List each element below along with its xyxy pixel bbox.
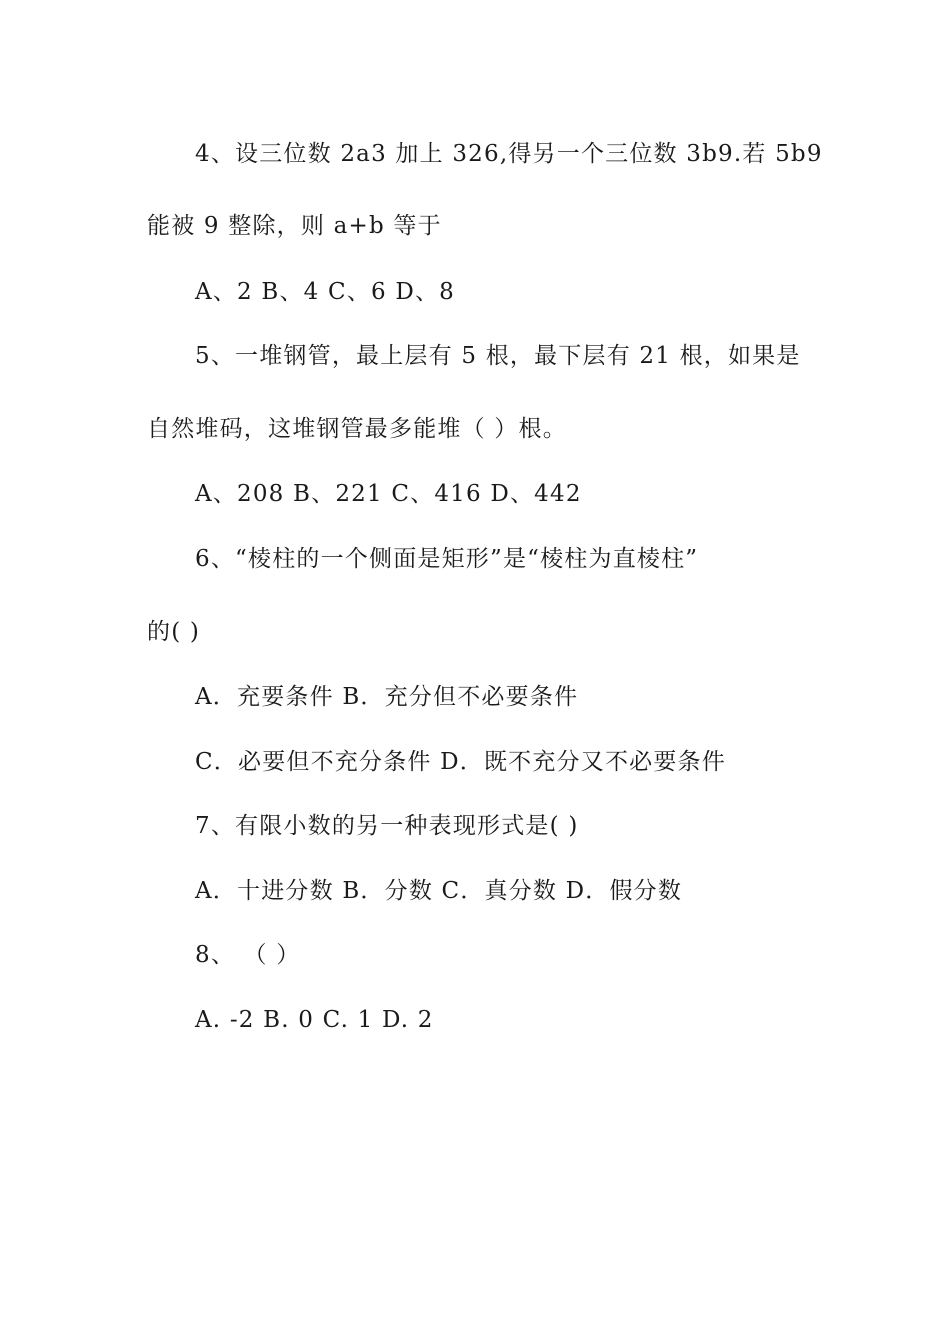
question-5-options: A、208 B、221 C、416 D、442 — [195, 481, 582, 507]
question-6-stem-continued: 的( ) — [147, 619, 201, 645]
question-8-stem: 8、 （ ） — [195, 942, 301, 968]
question-4-options: A、2 B、4 C、6 D、8 — [195, 279, 456, 305]
question-6-options-cd: C．必要但不充分条件 D．既不充分又不必要条件 — [195, 749, 726, 775]
question-4-stem: 4、设三位数 2a3 加上 326,得另一个三位数 3b9.若 5b9 — [195, 141, 823, 167]
question-6-options-ab: A．充要条件 B．充分但不必要条件 — [195, 684, 579, 710]
question-8-options: A. -2 B. 0 C. 1 D. 2 — [195, 1007, 434, 1033]
question-7-options: A．十进分数 B．分数 C．真分数 D．假分数 — [195, 878, 683, 904]
question-7-stem: 7、有限小数的另一种表现形式是( ) — [195, 813, 579, 839]
question-6-stem: 6、“棱柱的一个侧面是矩形”是“棱柱为直棱柱” — [195, 546, 699, 572]
question-4-stem-continued: 能被 9 整除，则 a+b 等于 — [147, 213, 442, 239]
question-5-stem: 5、一堆钢管，最上层有 5 根，最下层有 21 根，如果是 — [195, 343, 801, 369]
question-5-stem-continued: 自然堆码，这堆钢管最多能堆（ ）根。 — [147, 416, 567, 442]
